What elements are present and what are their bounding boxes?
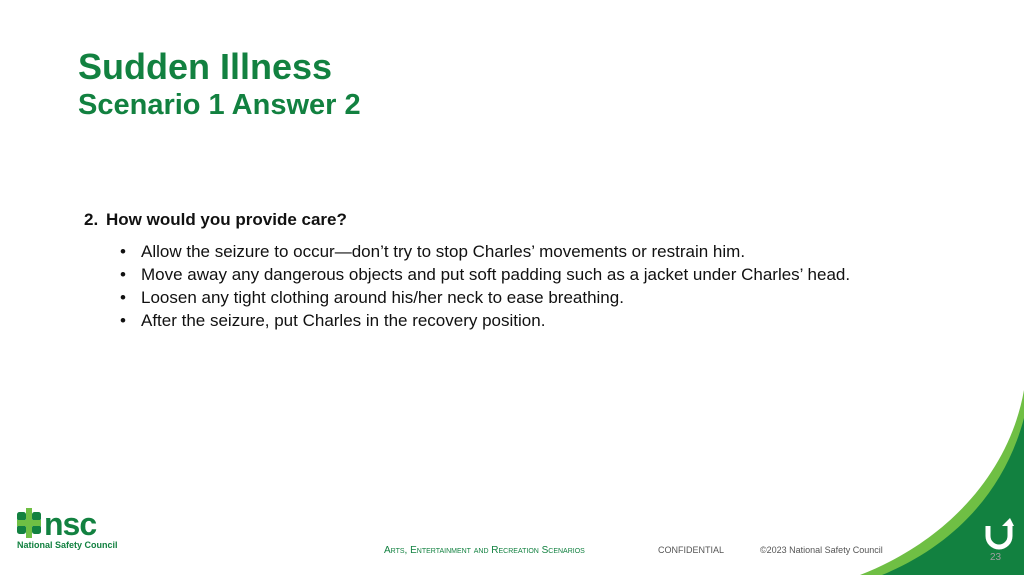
question-text: How would you provide care? bbox=[106, 210, 347, 229]
footer-section-title bbox=[384, 545, 585, 556]
list-item bbox=[120, 286, 910, 309]
bullet-text: Move away any dangerous objects and put soft padding such as a jacket under Charles’ head. bbox=[141, 265, 851, 284]
org-name: National Safety Council bbox=[17, 540, 118, 550]
nsc-logo bbox=[17, 508, 129, 550]
bullet-text: Allow the seizure to occur—don’t try to stop Charles’ movements or restrain him. bbox=[141, 242, 746, 261]
list-item bbox=[120, 263, 910, 286]
list-item bbox=[120, 309, 910, 332]
title-main: Sudden Illness bbox=[78, 46, 333, 87]
question bbox=[84, 210, 347, 230]
bullet-icon: • bbox=[120, 265, 126, 284]
footer-confidential: CONFIDENTIAL bbox=[658, 545, 725, 555]
list-item bbox=[120, 240, 910, 263]
question-number: 2. bbox=[84, 210, 99, 229]
logo-wordmark: nsc bbox=[44, 508, 97, 538]
page-number: 23 bbox=[990, 552, 1002, 563]
bullet-icon: • bbox=[120, 288, 126, 307]
bullet-text: After the seizure, put Charles in the recovery position. bbox=[141, 311, 546, 330]
up-arrow-icon bbox=[984, 516, 1014, 550]
cross-mark-icon bbox=[17, 508, 41, 538]
bullet-list bbox=[120, 240, 910, 332]
footer-copyright: ©2023 National Safety Council bbox=[760, 545, 883, 555]
slide-title bbox=[78, 46, 361, 122]
bullet-icon: • bbox=[120, 311, 126, 330]
footer-section-title-text: Arts, Entertainment and Recreation Scenarios bbox=[384, 545, 585, 556]
bullet-text: Loosen any tight clothing around his/her neck to ease breathing. bbox=[141, 288, 624, 307]
bullet-icon: • bbox=[120, 242, 126, 261]
title-sub: Scenario 1 Answer 2 bbox=[78, 89, 361, 121]
